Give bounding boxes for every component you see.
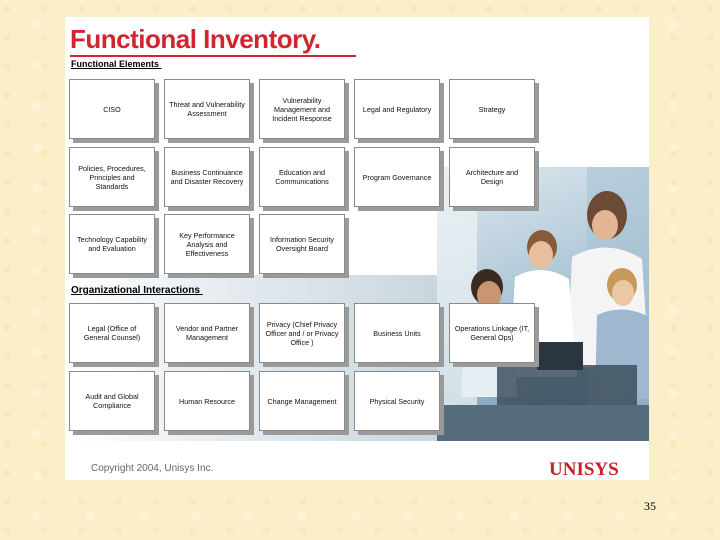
tile-program-governance: Program Governance <box>354 147 440 207</box>
tile-education-communications: Education and Communications <box>259 147 345 207</box>
copyright-text: Copyright 2004, Unisys Inc. <box>91 463 214 474</box>
tile-legal-regulatory: Legal and Regulatory <box>354 79 440 139</box>
tile-architecture-design: Architecture and Design <box>449 147 535 207</box>
tile-threat-vulnerability-assessment: Threat and Vulnerability Assessment <box>164 79 250 139</box>
tile-information-security-oversight: Information Security Oversight Board <box>259 214 345 274</box>
slide-title: Functional Inventory. <box>70 24 321 54</box>
tile-ciso: CISO <box>69 79 155 139</box>
tile-business-continuance: Business Continuance and Disaster Recovery <box>164 147 250 207</box>
tile-change-management: Change Management <box>259 371 345 431</box>
tile-privacy: Privacy (Chief Privacy Officer and / or Privacy Office ) <box>259 303 345 363</box>
slide-panel <box>65 17 649 480</box>
tile-technology-capability: Technology Capability and Evaluation <box>69 214 155 274</box>
tile-business-units: Business Units <box>354 303 440 363</box>
tile-human-resource: Human Resource <box>164 371 250 431</box>
tile-key-performance-analysis: Key Performance Analysis and Effectiveness <box>164 214 250 274</box>
organizational-interactions-label: Organizational Interactions <box>71 285 203 296</box>
tile-operations-linkage: Operations Linkage (IT, General Ops) <box>449 303 535 363</box>
tile-audit-global-compliance: Audit and Global Compliance <box>69 371 155 431</box>
functional-elements-label: Functional Elements <box>71 59 162 69</box>
title-underline <box>70 55 356 57</box>
tile-vendor-partner-management: Vendor and Partner Management <box>164 303 250 363</box>
unisys-logo: UNISYS <box>549 459 619 480</box>
tile-vulnerability-management: Vulnerability Management and Incident Response <box>259 79 345 139</box>
tile-legal-general-counsel: Legal (Office of General Counsel) <box>69 303 155 363</box>
tile-physical-security: Physical Security <box>354 371 440 431</box>
page-number: 35 <box>644 499 656 513</box>
tile-policies-procedures: Policies, Procedures, Principles and Standards <box>69 147 155 207</box>
tile-strategy: Strategy <box>449 79 535 139</box>
